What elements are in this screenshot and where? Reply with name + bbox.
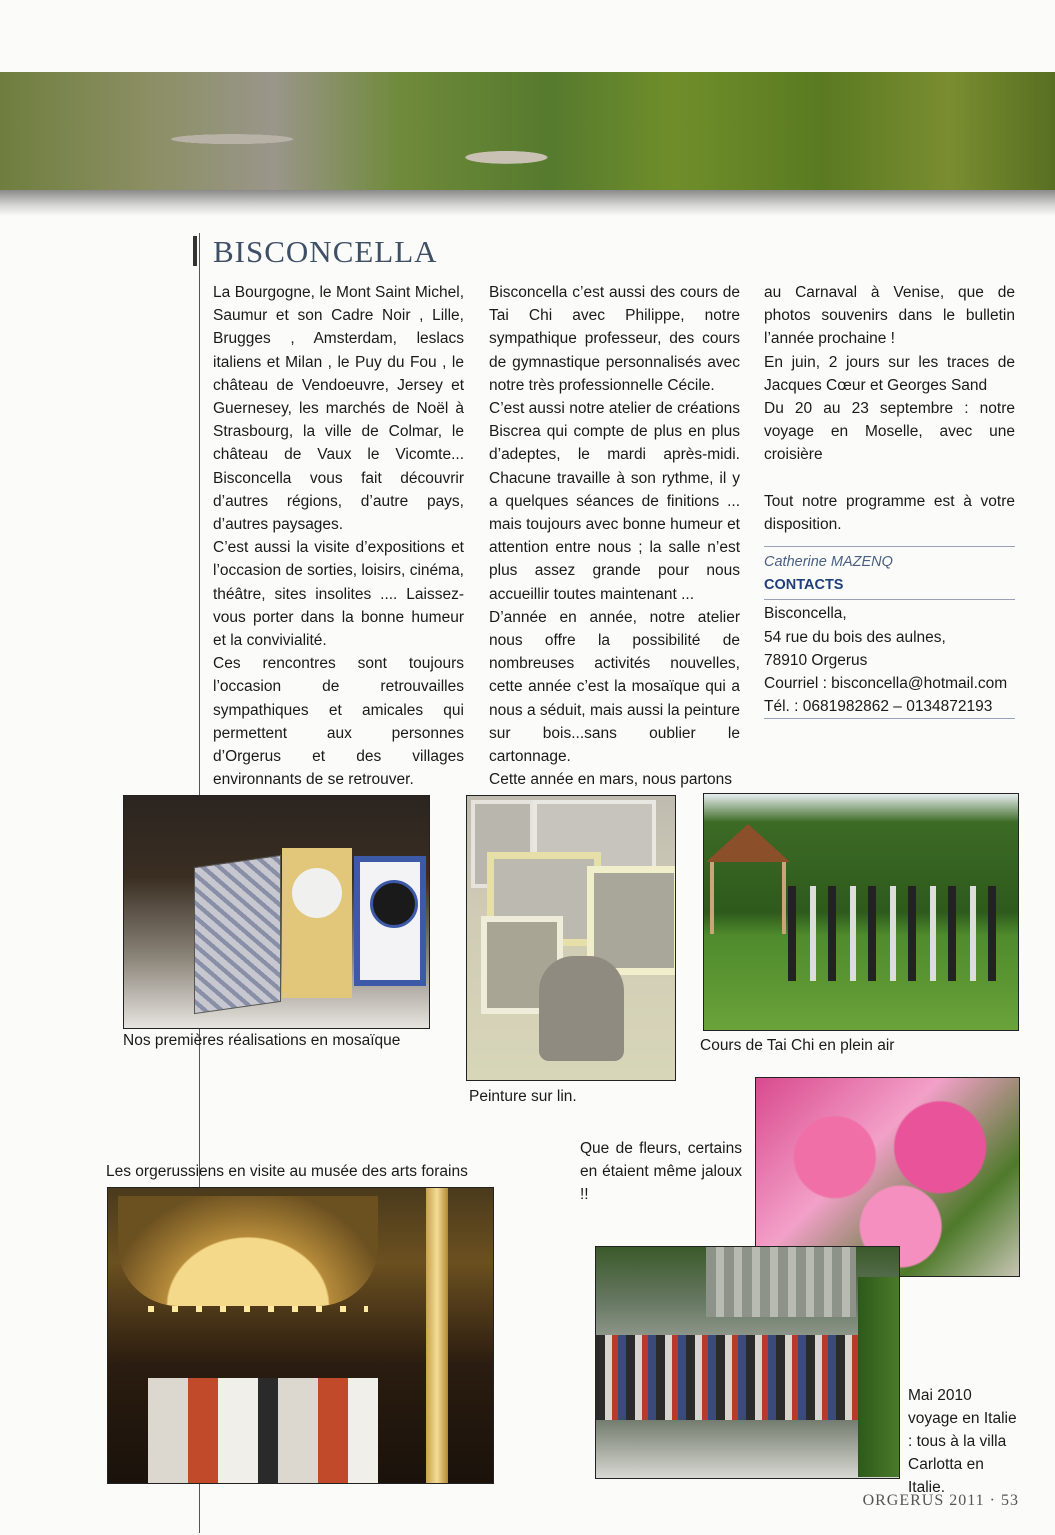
paragraph: En juin, 2 jours sur les traces de Jacques Cœur et Georges Sand	[764, 353, 1015, 394]
photo-linen	[466, 795, 676, 1081]
column	[426, 1188, 448, 1483]
visitors	[148, 1378, 378, 1483]
carousel-canopy	[118, 1196, 378, 1306]
people-group	[776, 886, 996, 981]
paragraph: C’est aussi notre atelier de créations Biscrea qui compte de plus en plus d’adeptes, le mardi après-midi. Chacune travaille à son rythme, il y a quelques séances de finitions ... mais toujours avec bonne humeur et attention entre nous ; la salle n’est plus assez grande pour nous accueillir toutes maintenant ...	[489, 400, 740, 603]
contacts-heading: CONTACTS	[764, 574, 1015, 600]
photo-mosaic	[123, 795, 430, 1029]
lights-row	[148, 1306, 368, 1312]
separator	[764, 546, 1015, 547]
paragraph: Tout notre programme est à votre disposition.	[764, 492, 1015, 533]
text-column-3	[764, 281, 1015, 719]
contact-line: Bisconcella,	[764, 605, 847, 623]
signature: Catherine MAZENQ	[764, 554, 893, 571]
photo-museum	[107, 1187, 494, 1484]
tour-group	[596, 1335, 896, 1420]
contact-phone: Tél. : 0681982862 – 0134872193	[764, 695, 1015, 719]
mosaic-panel	[194, 855, 281, 1014]
caption-mosaic: Nos premières réalisations en mosaïque	[123, 1032, 401, 1049]
paragraph: Ces rencontres sont toujours l’occasion de retrouvailles sympathiques et amicales qui permettent aux personnes d’Orgerus et des villages environnants de se retrouver.	[213, 655, 464, 789]
hedge	[858, 1277, 899, 1477]
article-title: BISCONCELLA	[213, 234, 438, 269]
paragraph: Du 20 au 23 septembre : notre voyage en Moselle, avec une croisière	[764, 400, 1015, 464]
contact-line: 78910 Orgerus	[764, 651, 868, 669]
header-aerial-photo	[0, 72, 1055, 194]
spacer	[764, 467, 1015, 490]
photo-taichi	[703, 793, 1019, 1031]
title-accent-bar	[193, 236, 197, 266]
contact-line: 54 rue du bois des aulnes,	[764, 628, 946, 646]
caption-linen: Peinture sur lin.	[469, 1088, 577, 1105]
caption-italy: Mai 2010 voyage en Italie : tous à la villa Carlotta en Italie.	[908, 1387, 1017, 1496]
photo-italy	[595, 1246, 900, 1479]
caption-flowers: Que de fleurs, certains en étaient même jaloux !!	[580, 1140, 742, 1203]
paragraph: D’année en année, notre atelier nous offre la possibilité de nombreuses activités nouvelles, cette année c’est la mosaïque qui a nous a séduit, mais aussi la peinture sur bois...sans oublier le cartonnage.	[489, 608, 740, 766]
paragraph: C’est aussi la visite d’expositions et l’occasion de sorties, loisirs, cinéma, théâtre, sites insolites .... Laissez-vous porter dans la bonne humeur et la convivialité.	[213, 539, 464, 650]
caption-museum: Les orgerussiens en visite au musée des arts forains	[106, 1163, 468, 1180]
paragraph: au Carnaval à Venise, que de photos souvenirs dans le bulletin l’année prochaine !	[764, 284, 1015, 348]
paragraph: Bisconcella c’est aussi des cours de Tai Chi avec Philippe, notre sympathique professeur, des cours de gymnastique personnalisés avec notre très professionnelle Cécile.	[489, 284, 740, 394]
text-column-2	[489, 281, 740, 791]
text-column-1	[213, 281, 464, 791]
header-photo-shadow	[0, 190, 1055, 216]
page-footer: ORGERUS 2011 · 53	[862, 1492, 1019, 1509]
mosaic-mirror	[282, 848, 352, 998]
paragraph: Cette année en mars, nous partons	[489, 771, 732, 789]
caption-taichi: Cours de Tai Chi en plein air	[700, 1037, 895, 1054]
contact-email: Courriel : bisconcella@hotmail.com	[764, 675, 1008, 693]
paragraph: La Bourgogne, le Mont Saint Michel, Saumur et son Cadre Noir , Lille, Brugges , Amsterdam, leslacs italiens et Milan , le Puy du Fou , le château de Vendoeuvre, Jersey et Guernesey, les marchés de Noël à Strasbourg, la ville de Colmar, le château de Vaux le Vicomte... Bisconcella vous fait découvrir d’autres régions, d’autre pays, d’autres paysages.	[213, 284, 464, 534]
mosaic-blue-frame	[354, 856, 426, 986]
villa-facade	[706, 1247, 856, 1317]
